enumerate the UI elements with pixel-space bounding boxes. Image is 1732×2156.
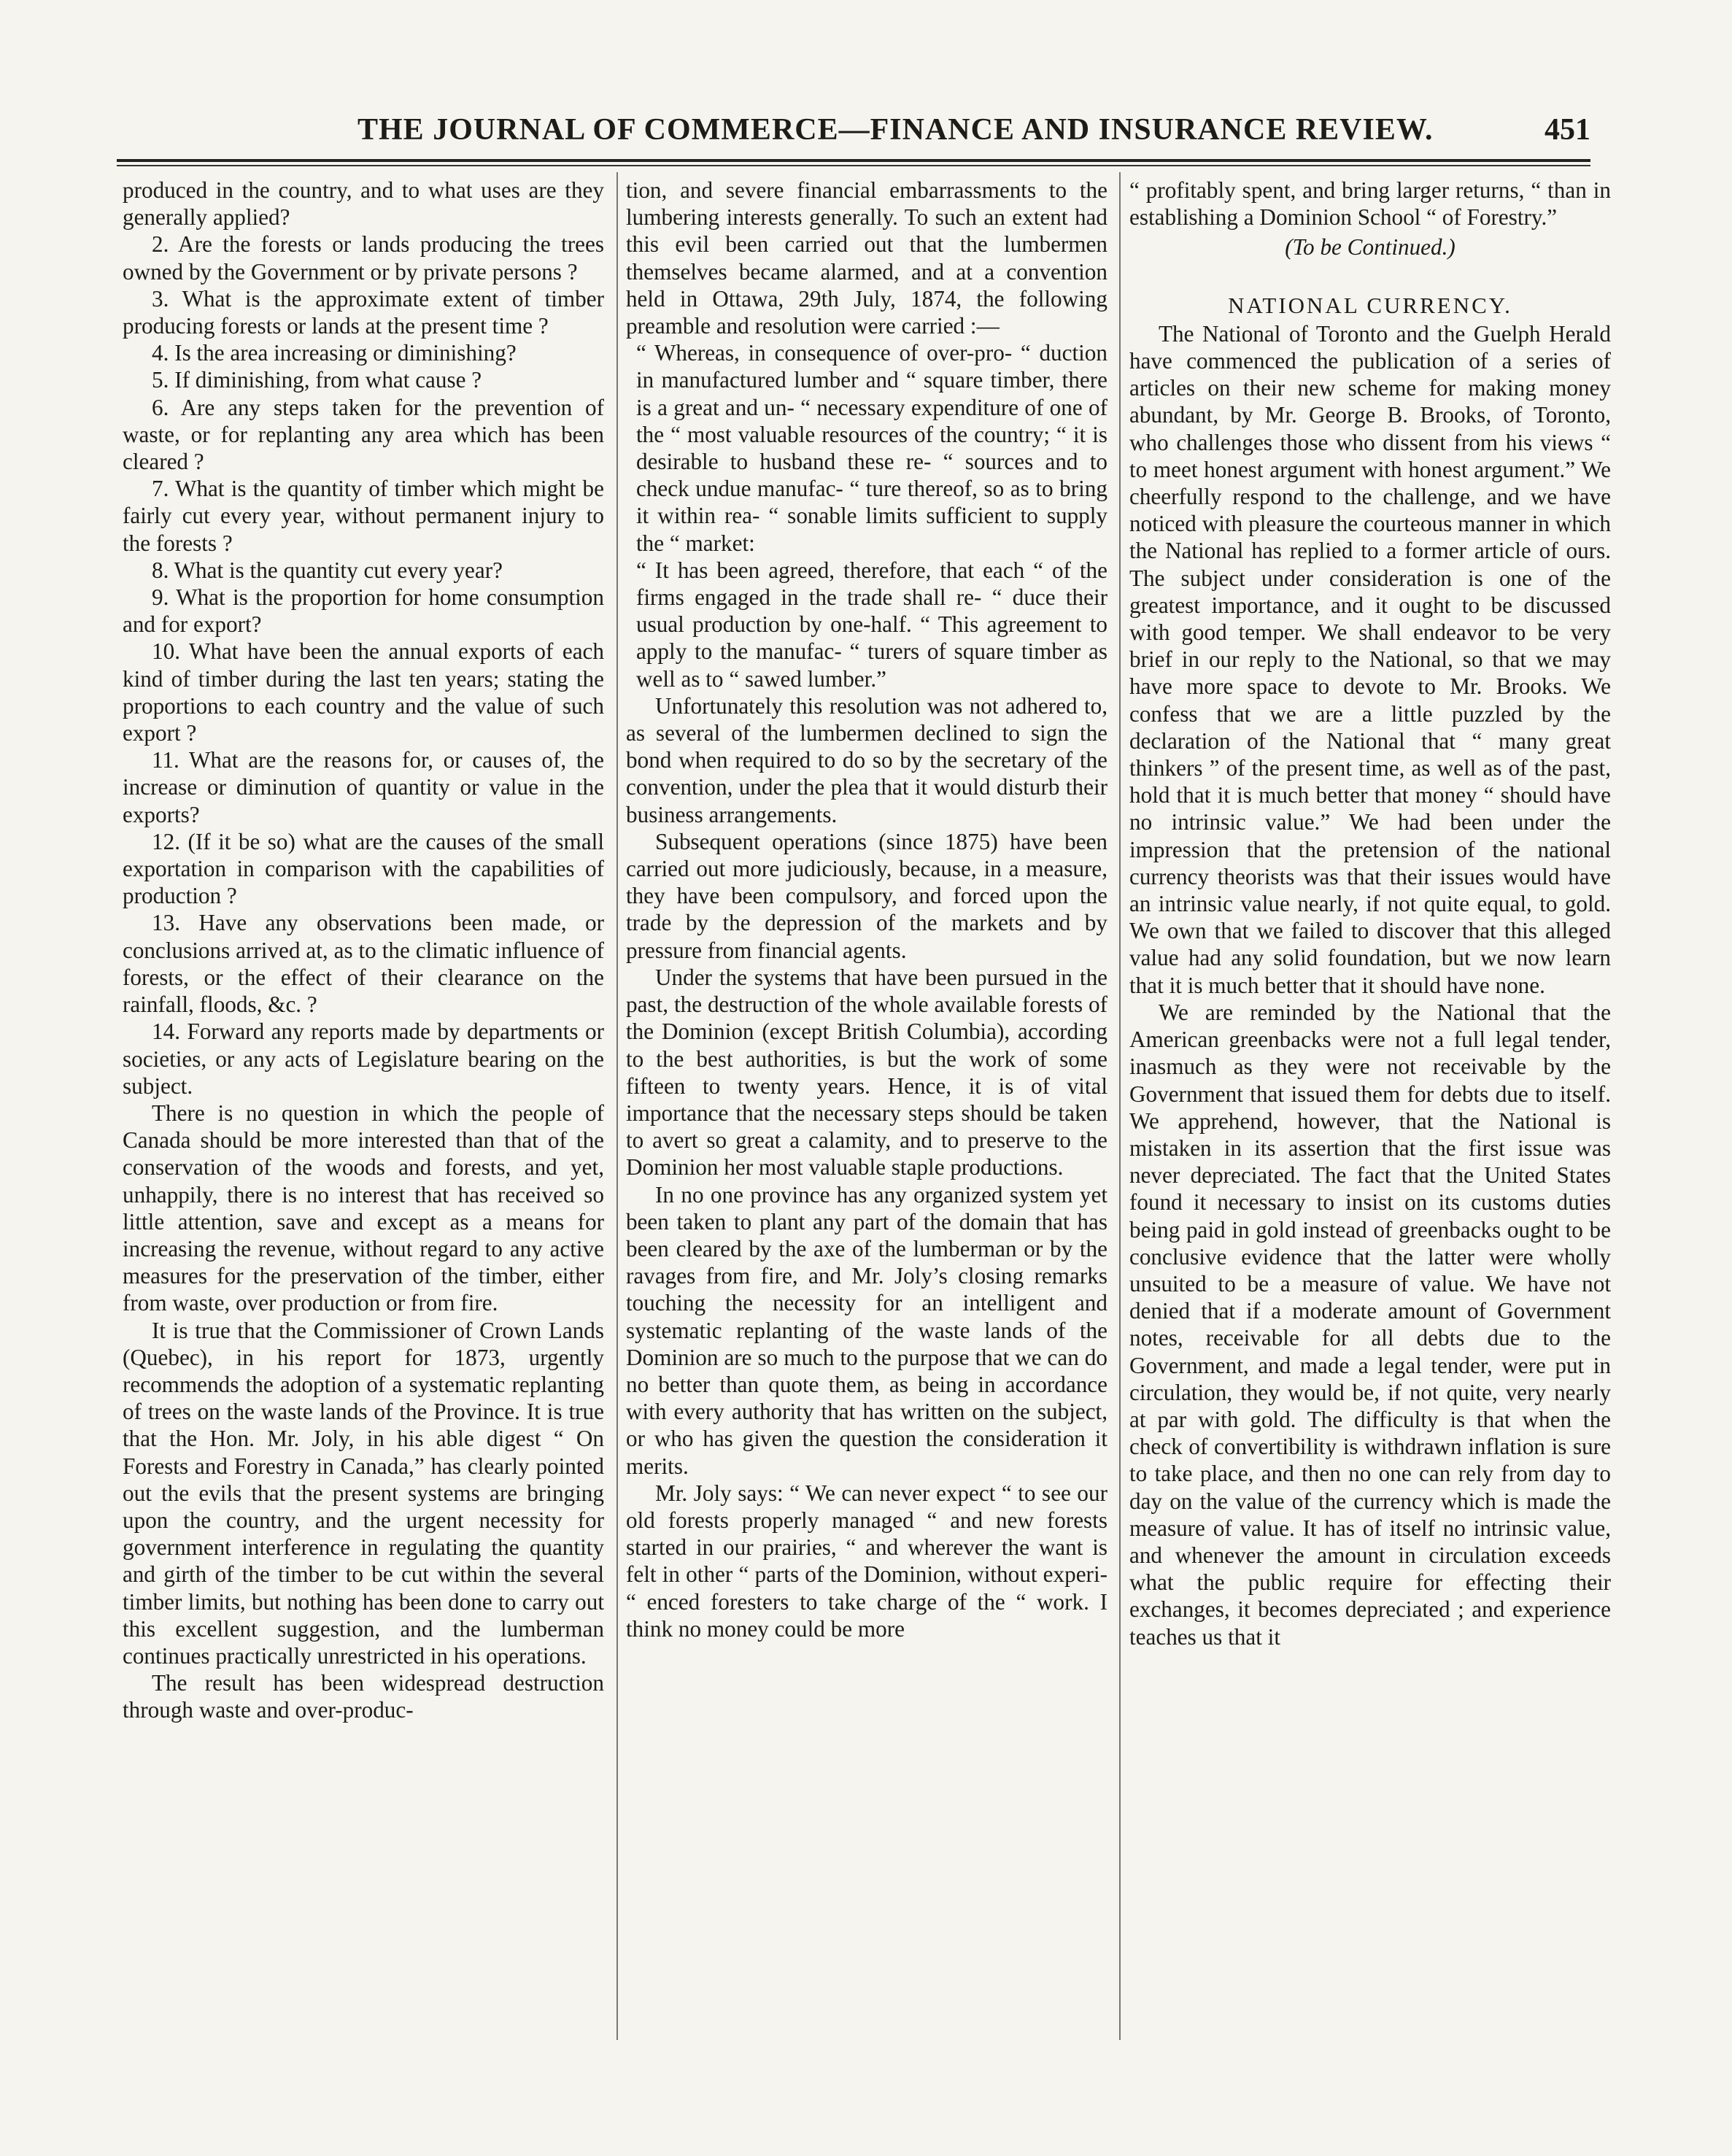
- question-item: 10. What have been the annual exports of each kind of timber during the last ten years; stating the proportions to each country and the value of such export ?: [123, 638, 604, 746]
- question-item: 8. What is the quantity cut every year?: [152, 557, 503, 583]
- question-item: 11. What are the reasons for, or causes of, the increase or diminution of quantity or value in the exports?: [123, 747, 604, 827]
- question-item: 7. What is the quantity of timber which might be fairly cut every year, without permanent injury to the forests ?: [123, 476, 604, 556]
- question-item: 6. Are any steps taken for the prevention of waste, or for replanting any area which has been cleared ?: [123, 394, 604, 475]
- paragraph: Subsequent operations (since 1875) have been carried out more judiciously, because, in a measure, they have been compulsory, and forced upon the trade by the depression of the markets and by pressure from financial agents.: [626, 828, 1107, 963]
- paragraph: Unfortunately this resolution was not adhered to, as several of the lumbermen declined to sign the bond when required to do so by the secretary of the convention, under the plea that it would disturb their business arrangements.: [626, 692, 1107, 827]
- header-rule: [117, 159, 1590, 162]
- paragraph: tion, and severe financial embarrassments to the lumbering interests generally. To such an extent had this evil been carried out that the lumbermen themselves became alarmed, and at a convention held in Ottawa, 29th July, 1874, the following preamble and resolution were carried :—: [626, 177, 1107, 339]
- column-1: [123, 177, 604, 2132]
- to-be-continued: (To be Continued.): [1285, 234, 1455, 260]
- question-item: 2. Are the forests or lands producing the trees owned by the Government or by private persons ?: [123, 231, 604, 285]
- question-item: 12. (If it be so) what are the causes of the small exportation in comparison with the capabilities of production ?: [123, 828, 604, 909]
- question-item: 14. Forward any reports made by departments or societies, or any acts of Legislature bearing on the subject.: [123, 1019, 604, 1099]
- paragraph: Under the systems that have been pursued in the past, the destruction of the whole available forests of the Dominion (except British Columbia), according to the best authorities, is but the work of some fifteen to twenty years. Hence, it is of vital importance that the necessary steps should be taken to avert so great a calamity, and to preserve to the Dominion her most valuable staple productions.: [626, 964, 1107, 1181]
- quoted-resolution: “ It has been agreed, therefore, that each “ of the firms engaged in the trade shall re- “ duce their usual production by one-half. “ This agreement to apply to the manufac- “ turers of square timber as well as to “ sawed lumber.”: [636, 557, 1107, 692]
- journal-title: THE JOURNAL OF COMMERCE—FINANCE AND INSURANCE REVIEW.: [357, 113, 1434, 147]
- question-item: 5. If diminishing, from what cause ?: [152, 367, 482, 393]
- paragraph: It is true that the Commissioner of Crown Lands (Quebec), in his report for 1873, urgently recommends the adoption of a systematic replanting of trees on the waste lands of the Province. It is true that the Hon. Mr. Joly, in his able digest “ On Forests and Forestry in Canada,” has clearly pointed out the evils that the present systems are bringing upon the country, and the urgent necessity for government interference in regulating the quantity and girth of the timber to be cut within the several timber limits, but nothing has been done to carry out this excellent suggestion, and the lumberman continues practically unrestricted in his operations.: [123, 1317, 604, 1669]
- quoted-preamble: “ Whereas, in consequence of over-pro- “ duction in manufactured lumber and “ square timber, there is a great and un- “ necessary expenditure of one of the “ most valuable resources of the country; “ it is desirable to husband these re- “ sources and to check undue manufac- “ ture thereof, so as to bring it within rea- “ sonable limits sufficient to supply the “ market:: [636, 340, 1107, 556]
- paragraph: Mr. Joly says: “ We can never expect “ to see our old forests properly managed “ and new forests started in our prairies, “ and wherever the want is felt in other “ parts of the Dominion, without experi- “ enced foresters to take charge of the “ work. I think no money could be more: [626, 1480, 1107, 1642]
- article-heading: NATIONAL CURRENCY.: [1228, 292, 1512, 318]
- column-2: [626, 177, 1107, 2132]
- page-header: [117, 109, 1590, 156]
- paragraph: There is no question in which the people of Canada should be more interested than that of the conservation of the woods and forests, and yet, unhappily, there is no interest that has received so little attention, save and except as a means for increasing the revenue, without regard to any active measures for the preservation of the timber, either from waste, over production or from fire.: [123, 1100, 604, 1316]
- paragraph: In no one province has any organized system yet been taken to plant any part of the domain that has been cleared by the axe of the lumberman or by the ravages from fire, and Mr. Joly’s closing remarks touching the necessity for an intelligent and systematic replanting of the waste lands of the Dominion are so much to the purpose that we can do no better than quote them, as being in accordance with every authority that has written on the subject, or who has given the question the consideration it merits.: [626, 1181, 1107, 1479]
- quote-continuation: “ profitably spent, and bring larger returns, “ than in establishing a Dominion School “ of Forestry.”: [1129, 177, 1611, 231]
- paragraph: The National of Toronto and the Guelph Herald have commenced the publication of a series of articles on their new scheme for making money abundant, by Mr. George B. Brooks, of Toronto, who challenges those who dissent from his views “ to meet honest argument with honest argument.” We cheerfully respond to the challenge, and we have noticed with pleasure the courteous manner in which the National has replied to a former article of ours. The subject under consideration is one of the greatest importance, and it ought to be discussed with good temper. We shall endeavor to be very brief in our reply to the National, so that we may have more space to devote to Mr. Brooks. We confess that we are a little puzzled by the declaration of the National that “ many great thinkers ” of the present time, as well as of the past, hold that it is much better that money “ should have no intrinsic value.” We had been under the impression that the pretension of the national currency theorists was that their issues would have an intrinsic value nearly, if not quite equal, to gold. We own that we failed to discover that this alleged value had any solid foundation, but we now learn that it is much better that it should have none.: [1129, 320, 1611, 998]
- paragraph: The result has been widespread destruction through waste and over-produc-: [123, 1670, 604, 1723]
- paragraph: We are reminded by the National that the American greenbacks were not a full legal tender, inasmuch as they were not receivable by the Government that issued them for debts due to itself. We apprehend, however, that the National is mistaken in its assertion that the first issue was never depreciated. The fact that the United States found it necessary to insist on its customs duties being paid in gold instead of greenbacks ought to be conclusive evidence that the latter were wholly unsuited to be a measure of value. We have not denied that if a moderate amount of Government notes, receivable for all debts due to the Government, and made a legal tender, were put in circulation, they would be, if not quite, very nearly at par with gold. The difficulty is that when the check of convertibility is withdrawn inflation is sure to take place, and then no one can rely from day to day on the value of the currency which is made the measure of value. It has of itself no intrinsic value, and whenever the amount in circulation exceeds what the public require for effecting their exchanges, it becomes depreciated ; and experience teaches us that it: [1129, 999, 1611, 1650]
- question-item: 9. What is the proportion for home consumption and for export?: [123, 584, 604, 638]
- column-divider: [1119, 172, 1121, 2040]
- question-item: 3. What is the approximate extent of timber producing forests or lands at the present time ?: [123, 285, 604, 339]
- page-number: 451: [1545, 113, 1590, 147]
- column-divider: [616, 172, 618, 2040]
- column-3: [1129, 177, 1611, 2132]
- paragraph: produced in the country, and to what uses are they generally applied?: [123, 177, 604, 231]
- question-item: 4. Is the area increasing or diminishing?: [152, 340, 517, 366]
- question-item: 13. Have any observations been made, or conclusions arrived at, as to the climatic influence of forests, or the effect of their clearance on the rainfall, floods, &c. ?: [123, 910, 604, 1018]
- header-rule-thin: [117, 165, 1590, 166]
